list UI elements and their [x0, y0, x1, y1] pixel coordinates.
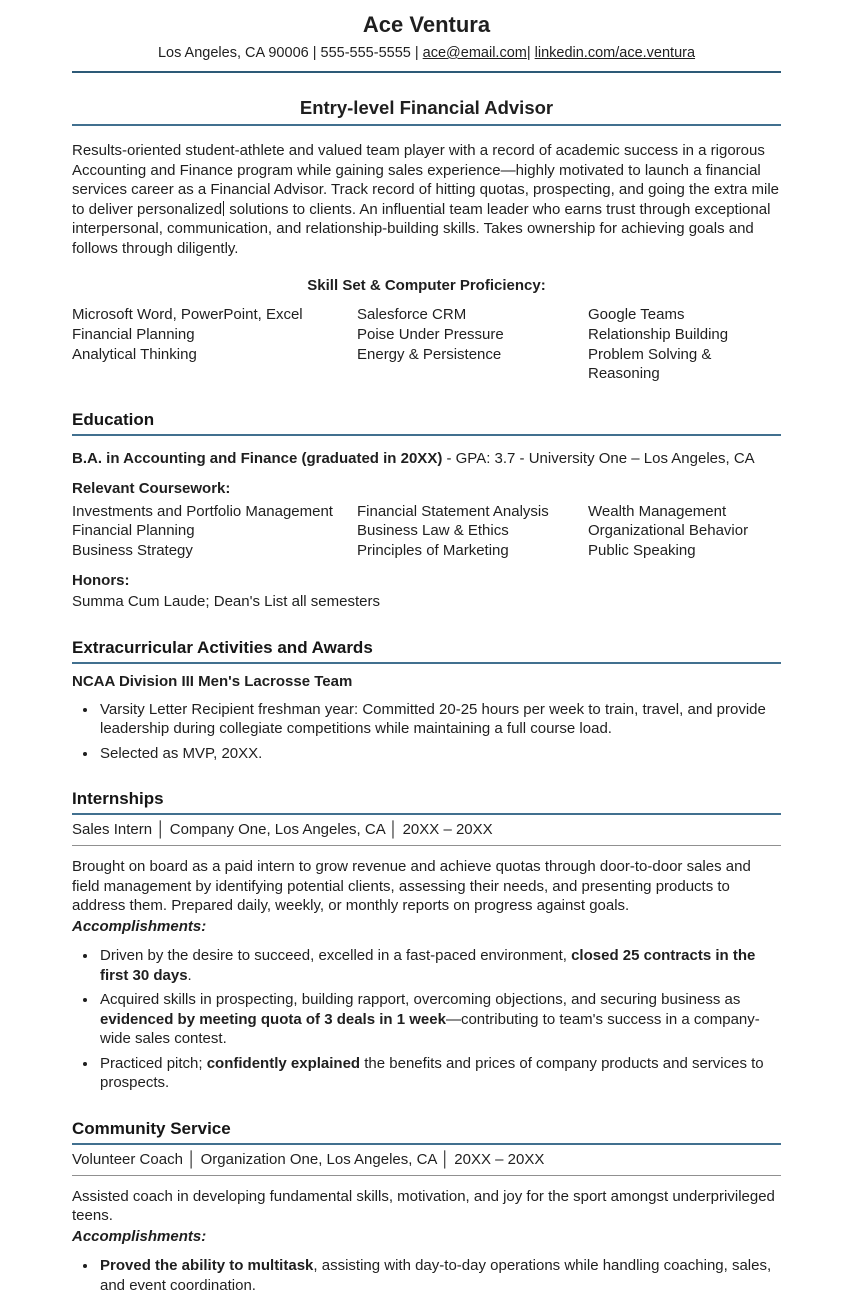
bullet-bold-text: confidently explained: [206, 1054, 361, 1072]
skill-item: Google Teams: [588, 306, 685, 323]
degree-name: B.A. in Accounting and Finance (graduated in 20XX): [72, 450, 443, 468]
list-item: [98, 744, 781, 764]
skill-item: Poise Under Pressure: [357, 325, 504, 343]
skill-item: Analytical Thinking: [72, 345, 197, 363]
candidate-name: Ace Ventura: [362, 12, 491, 37]
community-bullet-list: [72, 1256, 781, 1295]
honors-text: Summa Cum Laude; Dean's List all semesters: [72, 593, 380, 611]
coursework-item: Organizational Behavior: [588, 522, 749, 540]
skills-heading: Skill Set & Computer Proficiency:: [307, 277, 546, 294]
degree-line: [72, 449, 781, 469]
list-item: [98, 1054, 781, 1093]
skill-item: Financial Planning: [72, 325, 195, 343]
coursework-item: Business Law & Ethics: [357, 522, 509, 540]
list-item: [98, 990, 781, 1049]
bullet-text: , assisting with day-to-day operations while handling coaching, sales, and event coordination.: [100, 1257, 772, 1294]
internship-description: Brought on board as a paid intern to grow revenue and achieve quotas through door-to-door sales and field management by identifying potential clients, assessing their needs, and presenting products to address them. Prepared daily, weekly, or monthly reports on progress against goals.: [72, 858, 751, 915]
skills-grid: [72, 305, 781, 384]
skill-item: Energy & Persistence: [357, 345, 502, 363]
skill-item: Problem Solving & Reasoning: [588, 345, 712, 383]
internship-role-line: Sales Intern │ Company One, Los Angeles, CA │ 20XX – 20XX: [72, 820, 781, 846]
extracurricular-bullet-list: [72, 700, 781, 764]
linkedin-link[interactable]: linkedin.com/ace.ventura: [534, 45, 696, 61]
coursework-item: Financial Planning: [72, 522, 195, 540]
community-description: Assisted coach in developing fundamental skills, motivation, and joy for the sport amongst underprivileged teens.: [72, 1187, 775, 1225]
list-item: [98, 700, 781, 739]
extracurricular-subheading: NCAA Division III Men's Lacrosse Team: [72, 672, 353, 690]
bullet-text: Acquired skills in prospecting, building rapport, overcoming objections, and securing business as: [100, 991, 741, 1009]
bullet-bold-text: closed 25 contracts in the first 30 days: [100, 947, 756, 984]
degree-details: - GPA: 3.7 - University One – Los Angeles, CA: [442, 450, 755, 468]
internship-bullet-list: [72, 946, 781, 1093]
email-link[interactable]: ace@email.com: [422, 45, 527, 61]
coursework-item: Investments and Portfolio Management: [72, 502, 333, 520]
community-service-heading: Community Service: [72, 1119, 781, 1145]
contact-separator: |: [410, 45, 423, 61]
bullet-text: .: [187, 966, 192, 984]
skill-item: Microsoft Word, PowerPoint, Excel: [72, 306, 303, 323]
skill-item: Relationship Building: [588, 325, 729, 343]
coursework-item: Business Strategy: [72, 542, 193, 560]
coursework-label: Relevant Coursework:: [72, 479, 231, 497]
bullet-bold-text: Proved the ability to multitask: [100, 1257, 314, 1275]
list-item: [98, 946, 781, 985]
extracurricular-heading: Extracurricular Activities and Awards: [72, 638, 781, 664]
skills-column-3: [588, 305, 781, 384]
bullet-text: Selected as MVP, 20XX.: [100, 744, 263, 762]
coursework-item: Public Speaking: [588, 542, 696, 560]
coursework-grid: [72, 502, 781, 561]
education-heading: Education: [72, 410, 781, 436]
skills-column-1: [72, 305, 357, 384]
coursework-column-3: [588, 502, 781, 561]
bullet-text: the benefits and prices of company products and services to prospects.: [100, 1054, 764, 1092]
contact-separator: |: [526, 45, 535, 61]
bullet-text: Driven by the desire to succeed, excelled in a fast-paced environment,: [100, 947, 572, 965]
contact-location: Los Angeles, CA 90006: [157, 45, 309, 61]
coursework-item: Financial Statement Analysis: [357, 502, 549, 520]
header-divider: [72, 71, 781, 73]
bullet-text: —contributing to team's success in a company-wide sales contest.: [100, 1010, 760, 1048]
coursework-item: Wealth Management: [588, 502, 727, 520]
resume-title: Entry-level Financial Advisor: [299, 97, 554, 118]
accomplishments-label: Accomplishments:: [72, 1227, 207, 1245]
bullet-text: Practiced pitch;: [100, 1054, 207, 1072]
title-divider: [72, 124, 781, 126]
summary-text-1: Results-oriented student-athlete and valued team player with a record of academic success in a rigorous Accounting and Finance program while gaining sales experience—highly motivated to launch a financial services career as a Financial Advisor. Track record of hitting quotas, prospecting, and going the extra mile to deliver personalized: [72, 142, 780, 218]
summary-text-2: solutions to clients. An influential team leader who earns trust through exceptional interpersonal, communication, and relationship-building skills. Takes ownership for achieving goals and follows through diligently.: [72, 200, 771, 257]
contact-separator: |: [308, 45, 321, 61]
skills-column-2: [357, 305, 588, 384]
list-item: [98, 1256, 781, 1295]
bullet-bold-text: evidenced by meeting quota of 3 deals in 1 week: [100, 1010, 446, 1028]
coursework-item: Principles of Marketing: [357, 542, 509, 560]
text-cursor: [223, 201, 224, 216]
contact-line: [72, 45, 781, 61]
summary-paragraph: [72, 141, 781, 258]
honors-label: Honors:: [72, 572, 130, 590]
contact-phone: 555-555-5555: [320, 45, 411, 61]
skill-item: Salesforce CRM: [357, 306, 467, 323]
coursework-column-2: [357, 502, 588, 561]
bullet-text: Varsity Letter Recipient freshman year: Committed 20-25 hours per week to train, travel, and provide leadership during collegiate competitions while maintaining a full course load.: [100, 700, 766, 738]
accomplishments-label: Accomplishments:: [72, 917, 207, 935]
internships-heading: Internships: [72, 789, 781, 815]
community-role-line: Volunteer Coach │ Organization One, Los Angeles, CA │ 20XX – 20XX: [72, 1150, 781, 1176]
coursework-column-1: [72, 502, 357, 561]
